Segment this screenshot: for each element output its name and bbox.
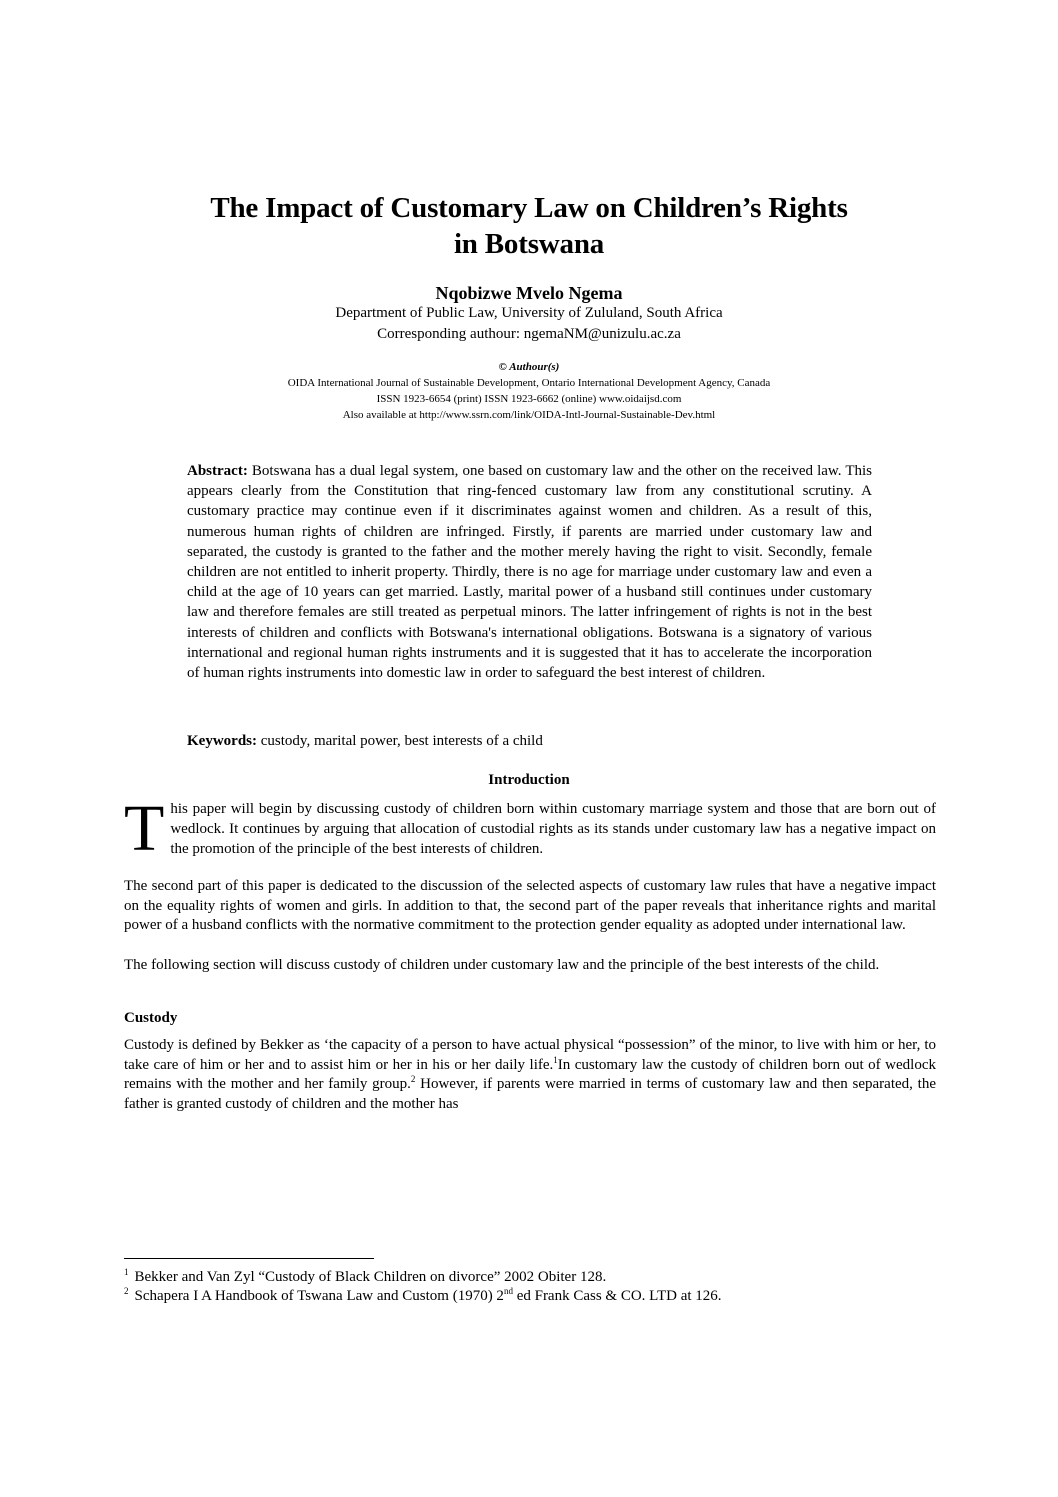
title-line-1: The Impact of Customary Law on Children’s Rights: [210, 192, 848, 224]
keywords-label: Keywords:: [187, 733, 257, 749]
abstract-text: Botswana has a dual legal system, one based on customary law and the other on the received law. This appears clearly from the Constitution that ring-fenced customary law from any constitutional scrutiny. A customary practice may continue even if it discriminates against women and children. As a result of this, numerous human rights of children are infringed. Firstly, if parents are married under customary law and separated, the custody is granted to the father and the mother merely having the right to visit. Secondly, female children are not entitled to inherit property. Thirdly, there is no age for marriage under customary law and even a child at the age of 10 years can get married. Lastly, marital power of a husband still continues under customary law and therefore females are still treated as perpetual minors. The latter infringement of rights is not in the best interests of children and conflicts with Botswana's international obligations. Botswana is a signatory of various international and regional human rights instruments and it is suggested that it has to accelerate the incorporation of human rights instruments into domestic law in order to safeguard the best interest of children.: [187, 463, 872, 682]
introduction-paragraph-3: The following section will discuss custody of children under customary law and the principle of the best interests of the child.: [124, 957, 880, 973]
keywords-text: custody, marital power, best interests of a child: [257, 733, 543, 749]
paper-title: [0, 190, 1058, 262]
intro-text-1: his paper will begin by discussing custody of children born within customary marriage system and those that are born out of wedlock. It continues by arguing that allocation of custodial rights as its stands under customary law has a negative impact on the promotion of the principle of the best interests of children.: [170, 801, 936, 857]
abstract: [187, 461, 872, 683]
affiliation: Department of Public Law, University of Zululand, South Africa: [335, 305, 723, 321]
availability-info: Also available at http://www.ssrn.com/link/OIDA-Intl-Journal-Sustainable-Dev.html: [342, 409, 716, 421]
footnote-ordinal: nd: [503, 1286, 513, 1296]
introduction-paragraph-2: The second part of this paper is dedicated to the discussion of the selected aspects of customary law rules that have a negative impact on the equality rights of women and girls. In addition to that, the second part of the paper reveals that inheritance rights and marital power of a husband conflicts with the normative commitment to the protection gender equality as adopted under international law.: [124, 878, 936, 934]
footnote-text-b: ed Frank Cass & CO. LTD at 126.: [512, 1288, 722, 1304]
introduction-paragraph-1: [124, 792, 936, 865]
footnote-ref-2[interactable]: 2: [410, 1074, 416, 1085]
footnote-text-a: Schapera I A Handbook of Tswana Law and Custom (1970) 2: [134, 1288, 504, 1304]
custody-text-c: However, if parents were married in terms of customary law and then separated, the father is granted custody of children and the mother has: [124, 1076, 936, 1112]
footnote-ref-1[interactable]: 1: [553, 1054, 558, 1065]
custody-text-a: Custody is defined by Bekker as ‘the capacity of a person to have actual physical “possession” of the minor, to live with him or her, to take care of him or her and to assist him or her in his or her daily life.: [124, 1037, 936, 1073]
footnote-text: Bekker and Van Zyl “Custody of Black Children on divorce” 2002 Obiter 128.: [134, 1269, 607, 1285]
author-name: Nqobizwe Mvelo Ngema: [435, 283, 623, 303]
custody-paragraph: [124, 1036, 936, 1114]
footnote-1: [124, 1268, 936, 1286]
footnote-mark: 2: [124, 1286, 129, 1296]
footnote-divider: [124, 1258, 374, 1259]
custody-heading: Custody: [124, 1010, 178, 1026]
copyright-notice: © Authour(s): [498, 361, 560, 373]
introduction-heading: Introduction: [488, 772, 570, 788]
corresponding-author: Corresponding authour: ngemaNM@unizulu.ac.za: [377, 326, 681, 342]
title-line-2: in Botswana: [453, 228, 605, 260]
keywords: [187, 731, 872, 751]
abstract-label: Abstract:: [187, 463, 248, 479]
drop-cap: T: [124, 792, 165, 865]
issn-info: ISSN 1923-6654 (print) ISSN 1923-6662 (online) www.oidaijsd.com: [376, 393, 682, 405]
footnote-mark: 1: [124, 1267, 129, 1277]
custody-text-b: In customary law the custody of children born out of wedlock remains with the mother and her family group.: [124, 1056, 936, 1093]
footnote-2: [124, 1287, 936, 1305]
journal-info: OIDA International Journal of Sustainable Development, Ontario International Development Agency, Canada: [287, 377, 771, 389]
